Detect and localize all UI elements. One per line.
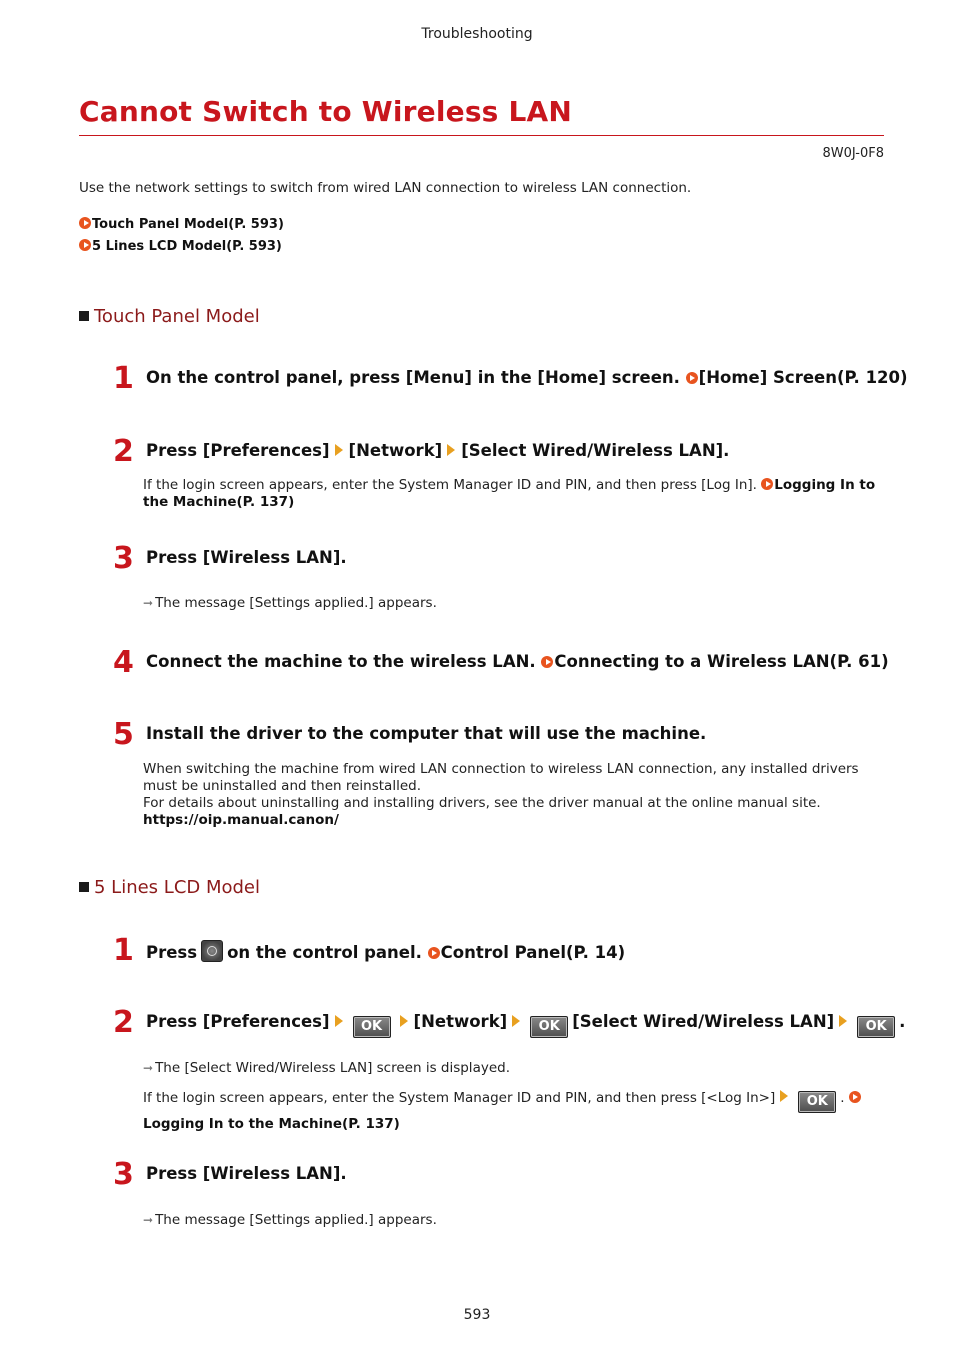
step-instruction: Press on the control panel. Control Panel(P. 14) (146, 940, 625, 962)
ok-key-icon: OK (798, 1091, 836, 1113)
link-arrow-icon (79, 217, 91, 229)
link-arrow-icon (761, 478, 773, 490)
step-number: 1 (113, 933, 134, 968)
link-arrow-icon (686, 372, 698, 384)
step-instruction: On the control panel, press [Menu] in the [Home] screen. [Home] Screen(P. 120) (146, 368, 908, 387)
running-header: Troubleshooting (421, 26, 533, 42)
step-number: 5 (113, 717, 134, 752)
online-manual-link[interactable]: https://oip.manual.canon/ (143, 812, 339, 828)
result-arrow-icon: ➞ (143, 1061, 153, 1075)
ok-key-icon: OK (857, 1016, 895, 1038)
step-result: ➞ The message [Settings applied.] appears. (143, 1212, 437, 1228)
path-arrow-icon (839, 1015, 847, 1027)
ok-key-icon: OK (530, 1016, 568, 1038)
path-arrow-icon (335, 444, 343, 456)
document-code: 8W0J-0F8 (822, 146, 884, 161)
step-result: ➞ The [Select Wired/Wireless LAN] screen is displayed. (143, 1060, 510, 1076)
page-number: 593 (463, 1307, 491, 1323)
toc-link-lcd[interactable]: 5 Lines LCD Model(P. 593) (79, 239, 282, 254)
link-arrow-icon (428, 947, 440, 959)
path-arrow-icon (512, 1015, 520, 1027)
step-result: ➞ The message [Settings applied.] appears. (143, 595, 437, 611)
step-number: 4 (113, 645, 134, 680)
step-instruction: Press [Wireless LAN]. (146, 548, 347, 567)
section-heading-touch-panel: Touch Panel Model (79, 306, 260, 327)
page-title: Cannot Switch to Wireless LAN (79, 95, 573, 128)
path-arrow-icon (400, 1015, 408, 1027)
step-note: If the login screen appears, enter the System Manager ID and PIN, and then press [Log In]. Logging In to the Machine(P. 137) (143, 477, 876, 510)
link-home-screen[interactable]: [Home] Screen(P. 120) (686, 368, 908, 387)
square-bullet-icon (79, 882, 89, 892)
step-number: 3 (113, 1157, 134, 1192)
step-instruction: Press [Wireless LAN]. (146, 1164, 347, 1183)
link-logging-in[interactable]: Logging In to the Machine(P. 137) (143, 477, 876, 510)
link-arrow-icon (541, 656, 553, 668)
step-number: 2 (113, 434, 134, 469)
step-instruction: Connect the machine to the wireless LAN. Connecting to a Wireless LAN(P. 61) (146, 652, 889, 671)
link-arrow-icon (79, 239, 91, 251)
intro-text: Use the network settings to switch from wired LAN connection to wireless LAN connection. (79, 180, 692, 196)
link-control-panel[interactable]: Control Panel(P. 14) (428, 943, 625, 962)
step-note: If the login screen appears, enter the System Manager ID and PIN, and then press [<Log In>] OK . Logging In to the Machine(P. 137) (143, 1087, 883, 1135)
step-number: 3 (113, 541, 134, 576)
path-arrow-icon (447, 444, 455, 456)
step-number: 1 (113, 361, 134, 396)
link-arrow-icon (849, 1091, 861, 1103)
ok-key-icon: OK (353, 1016, 391, 1038)
step-instruction: Press [Preferences] [Network] [Select Wired/Wireless LAN]. (146, 441, 730, 460)
result-arrow-icon: ➞ (143, 1213, 153, 1227)
step-instruction: Press [Preferences] OK [Network] OK [Select Wired/Wireless LAN] OK . (146, 1012, 905, 1038)
title-divider (79, 135, 884, 136)
section-heading-lcd: 5 Lines LCD Model (79, 877, 260, 898)
result-arrow-icon: ➞ (143, 596, 153, 610)
path-arrow-icon (780, 1090, 788, 1102)
step-instruction: Install the driver to the computer that will use the machine. (146, 724, 707, 743)
path-arrow-icon (335, 1015, 343, 1027)
square-bullet-icon (79, 311, 89, 321)
menu-key-icon (201, 940, 223, 962)
link-logging-in-lcd[interactable]: Logging In to the Machine(P. 137) (143, 1116, 400, 1132)
toc-link-touch-panel[interactable]: Touch Panel Model(P. 593) (79, 217, 284, 232)
step-number: 2 (113, 1005, 134, 1040)
link-connecting-wireless[interactable]: Connecting to a Wireless LAN(P. 61) (541, 652, 888, 671)
step-note: When switching the machine from wired LAN connection to wireless LAN connection, any installed drivers must be uninstalled and then reinstalled. For details about uninstalling and installing drivers, see the driver manual at the online manual site. https://oip.manual.canon/ (143, 761, 859, 828)
